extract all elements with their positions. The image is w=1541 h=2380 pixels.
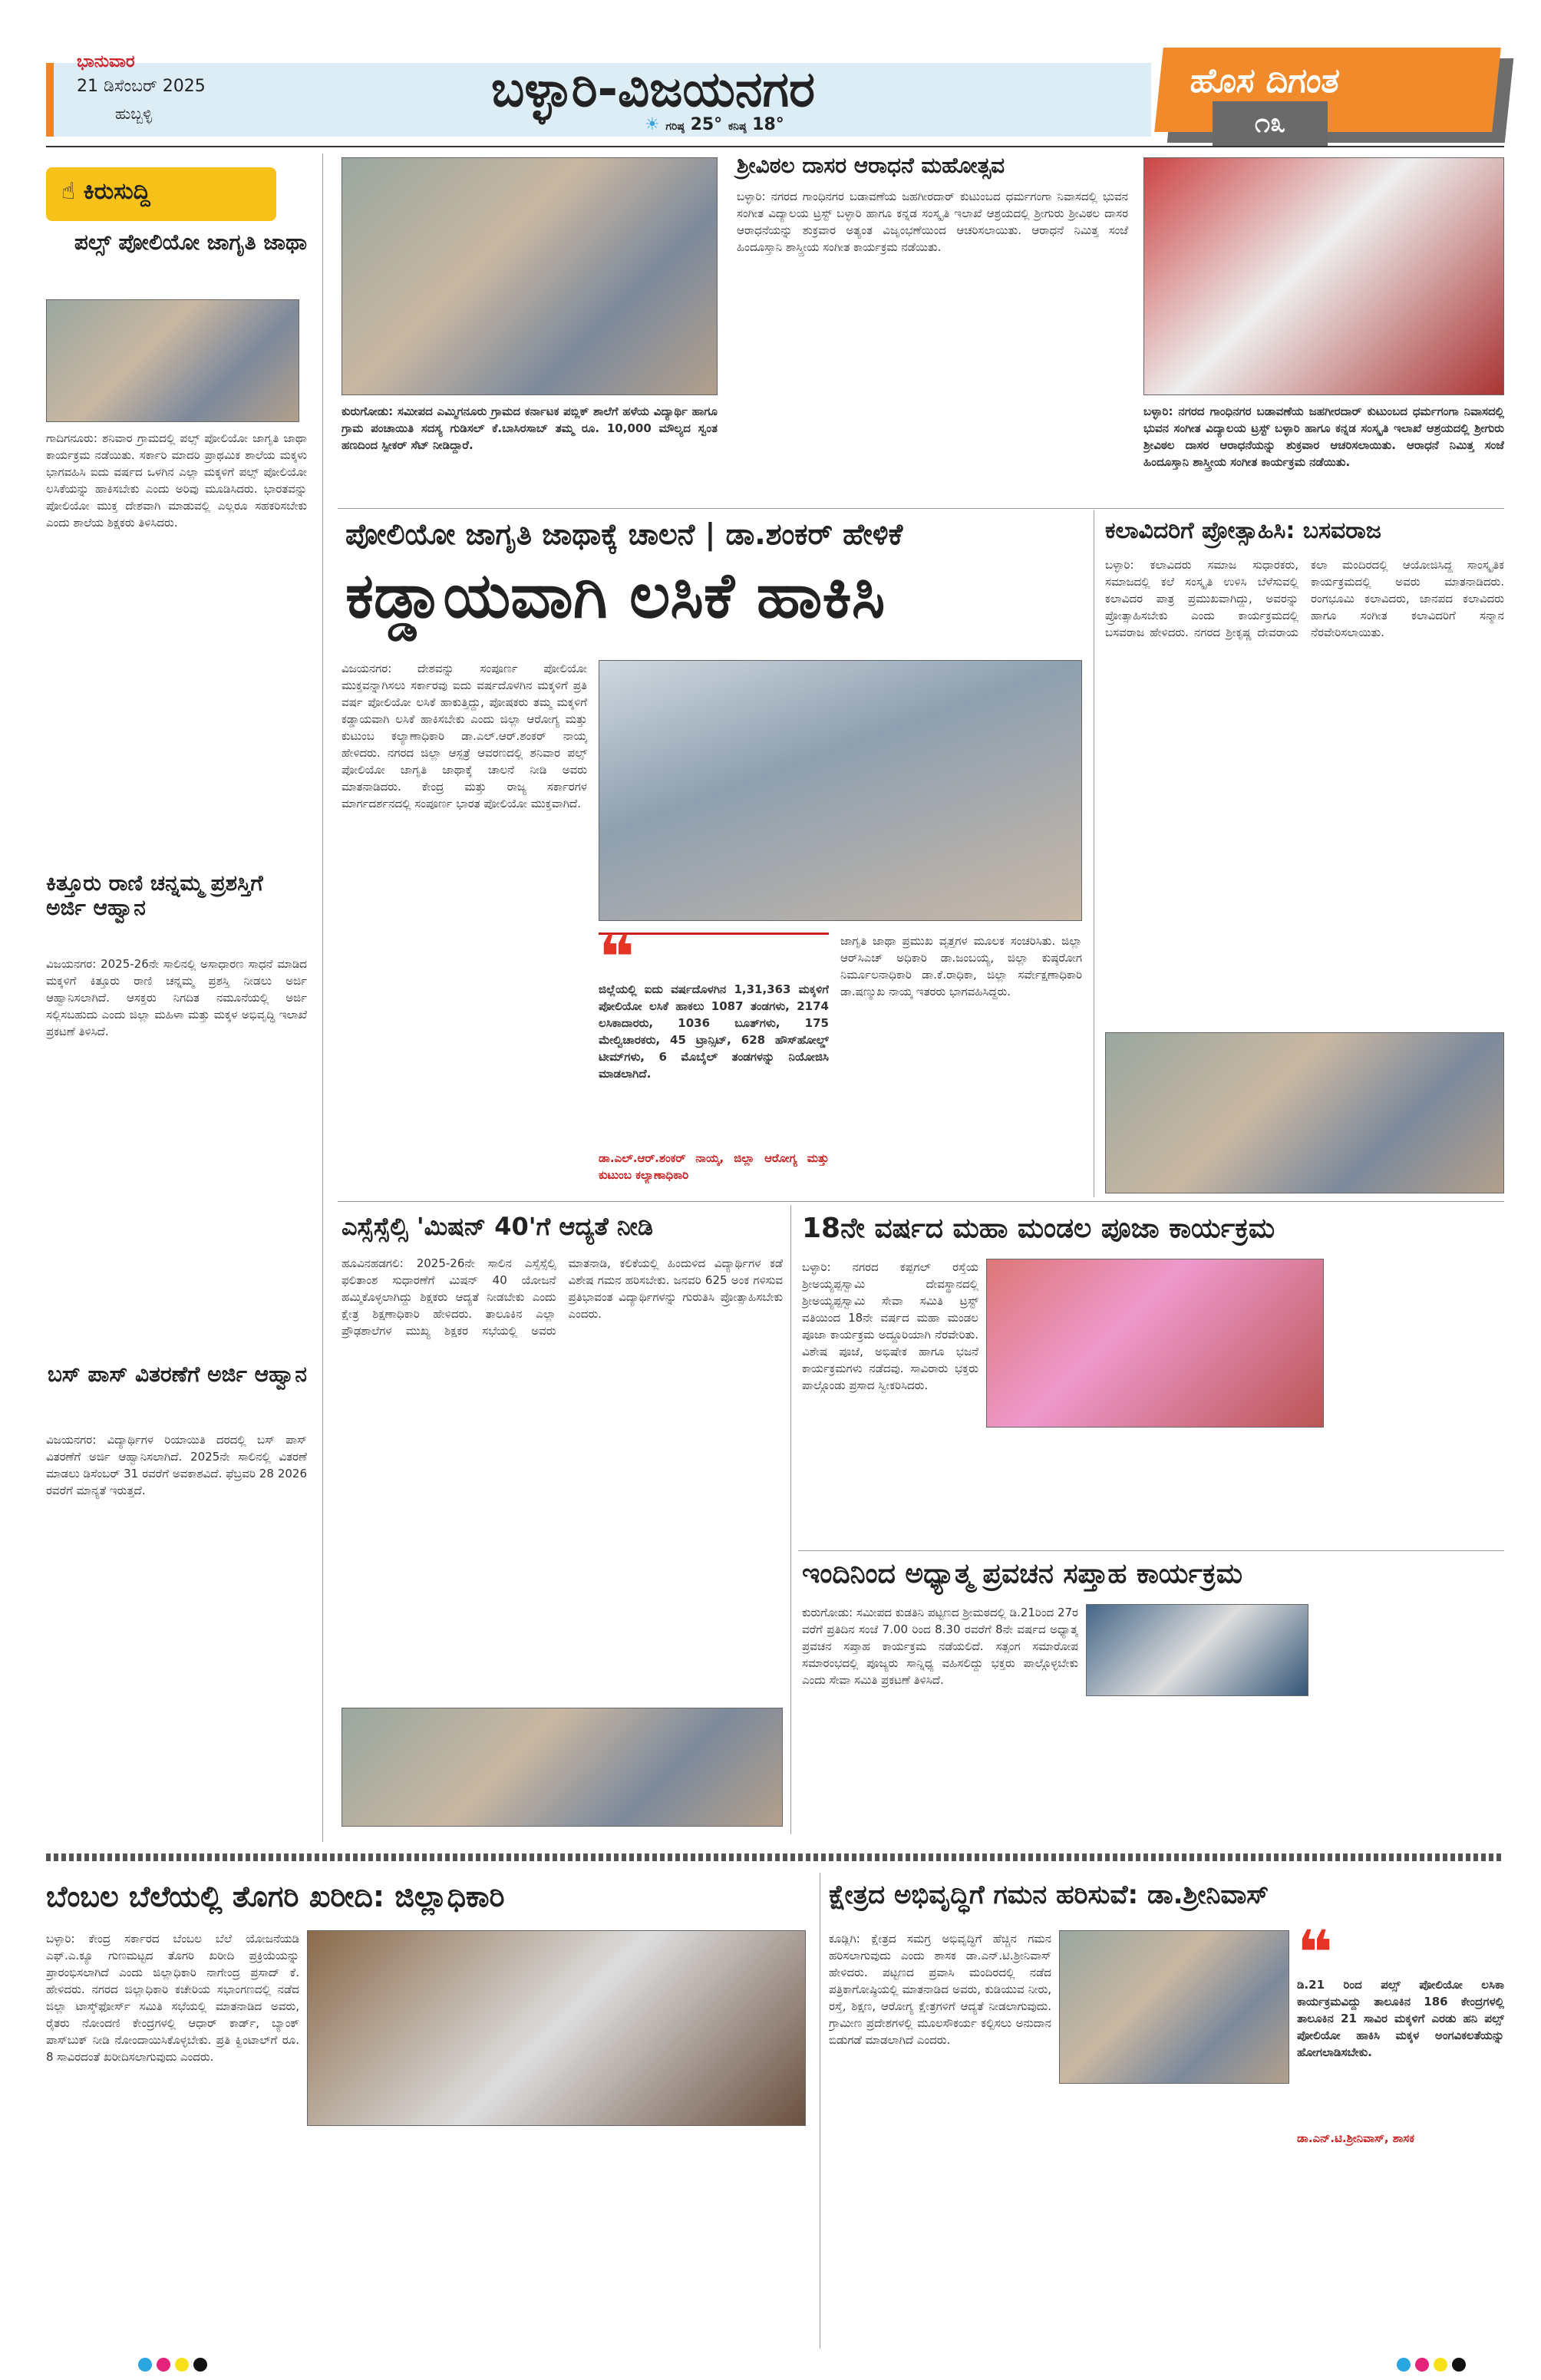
article-title: ಪಲ್ಸ್ ಪೋಲಿಯೋ ಜಾಗೃತಿ ಜಾಥಾ: [74, 229, 307, 255]
photo-polio-jatha: [599, 660, 1082, 921]
article-kicker: ಪೋಲಿಯೋ ಜಾಗೃತಿ ಜಾಥಾಕ್ಕೆ ಚಾಲನೆ | ಡಾ.ಶಂಕರ್ ಹೇಳಿಕೆ: [345, 517, 903, 551]
article-text: ವಿಜಯನಗರ: ವಿದ್ಯಾರ್ಥಿಗಳ ರಿಯಾಯಿತಿ ದರದಲ್ಲಿ ಬಸ್ ಪಾಸ್ ವಿತರಣೆಗೆ ಅರ್ಜಿ ಆಹ್ವಾನಿಸಲಾಗಿದೆ. 2025ನೇ ಸಾಲಿನಲ್ಲಿ ವಿತರಣೆ ಮಾಡಲು ಡಿಸೆಂಬರ್ 31 ರವರೆಗೆ ಅವಕಾಶವಿದೆ. ಫೆಬ್ರವರಿ 28 2026 ರವರೆಗೆ ಮಾನ್ಯತೆ ಇರುತ್ತದೆ.: [46, 1433, 307, 1497]
article-title: ಇಂದಿನಿಂದ ಅಧ್ಯಾತ್ಮ ಪ್ರವಚನ ಸಪ್ತಾಹ ಕಾರ್ಯಕ್ರಮ: [802, 1558, 1242, 1589]
photo-pravachana: [1086, 1604, 1308, 1696]
photo-artists-felicitation: [1105, 1032, 1504, 1193]
quote-box: [1297, 1917, 1504, 2160]
quote-attribution: ಡಾ.ಎಲ್.ಆರ್.ಶಂಕರ್ ನಾಯ್ಕ, ಜಿಲ್ಲಾ ಆರೋಗ್ಯ ಮತ್ತು ಕುಟುಂಬ ಕಲ್ಯಾಣಾಧಿಕಾರಿ: [599, 1151, 829, 1182]
sun-cloud-icon: ☀: [645, 115, 666, 134]
quote-box: [599, 922, 829, 1186]
article-text: ಗಾದಿಗನೂರು: ಶನಿವಾರ ಗ್ರಾಮದಲ್ಲಿ ಪಲ್ಸ್ ಪೋಲಿಯೋ ಜಾಗೃತಿ ಜಾಥಾ ಕಾರ್ಯಕ್ರಮ ನಡೆಯಿತು. ಸರ್ಕಾರಿ ಮಾದರಿ ಪ್ರಾಥಮಿಕ ಶಾಲೆಯ ಮಕ್ಕಳು ಭಾಗವಹಿಸಿ ಐದು ವರ್ಷದ ಒಳಗಿನ ಎಲ್ಲಾ ಮಕ್ಕಳಿಗೆ ಪಲ್ಸ್ ಪೋಲಿಯೋ ಲಸಿಕೆಯನ್ನು ಹಾಕಿಸಬೇಕು ಎಂದು ಅರಿವು ಮೂಡಿಸಿದರು. ಭಾರತವನ್ನು ಪೋಲಿಯೋ ಮುಕ್ತ ದೇಶವಾಗಿ ಮಾಡುವಲ್ಲಿ ಎಲ್ಲರೂ ಸಹಕರಿಸಬೇಕು ಎಂದು ಶಾಲೆಯ ಶಿಕ್ಷಕರು ತಿಳಿಸಿದರು.: [46, 431, 307, 530]
row-divider: [338, 508, 1504, 509]
masthead: ಬಳ್ಳಾರಿ-ವಿಜಯನಗರ: [491, 61, 815, 118]
header-date: 21 ಡಿಸೆಂಬರ್ 2025: [77, 77, 206, 96]
section-strip: [46, 1853, 1504, 1861]
article-title: ಬಸ್ ಪಾಸ್ ವಿತರಣೆಗೆ ಅರ್ಜಿ ಆಹ್ವಾನ: [47, 1362, 307, 1387]
column-divider: [322, 153, 323, 1842]
photo-task-force-meeting: [307, 1930, 806, 2126]
article-title: ಶ್ರೀವಿಠಲ ದಾಸರ ಆರಾಧನೆ ಮಹೋತ್ಸವ: [737, 153, 1005, 178]
weather: ☀ ಗರಿಷ್ಠ 25° ಕನಿಷ್ಠ 18°: [645, 115, 784, 134]
header-day: ಭಾನುವಾರ: [77, 52, 135, 71]
article-text: ವಿಜಯನಗರ: ದೇಶವನ್ನು ಸಂಪೂರ್ಣ ಪೋಲಿಯೋ ಮುಕ್ತವನ್ನಾಗಿಸಲು ಸರ್ಕಾರವು ಐದು ವರ್ಷದೊಳಗಿನ ಮಕ್ಕಳಿಗೆ ಪ್ರತಿ ವರ್ಷ ಪೋಲಿಯೋ ಲಸಿಕೆ ಹಾಕುತ್ತಿದ್ದು, ಪೋಷಕರು ತಮ್ಮ ಮಕ್ಕಳಿಗೆ ಕಡ್ಡಾಯವಾಗಿ ಲಸಿಕೆ ಹಾಕಿಸಬೇಕು ಎಂದು ಜಿಲ್ಲಾ ಆರೋಗ್ಯ ಮತ್ತು ಕುಟುಂಬ ಕಲ್ಯಾಣಾಧಿಕಾರಿ ಡಾ.ಎಲ್.ಆರ್.ಶಂಕರ್ ನಾಯ್ಕ ಹೇಳಿದರು. ನಗರದ ಜಿಲ್ಲಾ ಆಸ್ಪತ್ರೆ ಆವರಣದಲ್ಲಿ ಶನಿವಾರ ಪಲ್ಸ್ ಪೋಲಿಯೋ ಜಾಗೃತಿ ಜಾಥಾಕ್ಕೆ ಚಾಲನೆ ನೀಡಿ ಅವರು ಮಾತನಾಡಿದರು. ಕೇಂದ್ರ ಮತ್ತು ರಾಜ್ಯ ಸರ್ಕಾರಗಳ ಮಾರ್ಗದರ್ಶನದಲ್ಲಿ ಸಂಪೂರ್ಣ ಭಾರತ ಪೋಲಿಯೋ ಮುಕ್ತವಾಗಿದೆ.: [342, 662, 587, 810]
article-title: ಕಿತ್ತೂರು ರಾಣಿ ಚನ್ನಮ್ಮ ಪ್ರಶಸ್ತಿಗೆ ಅರ್ಜಿ ಆಹ್ವಾನ: [46, 870, 263, 921]
article-text: ಜಾಗೃತಿ ಜಾಥಾ ಪ್ರಮುಖ ವೃತ್ತಗಳ ಮೂಲಕ ಸಂಚರಿಸಿತು. ಜಿಲ್ಲಾ ಆರ್‌ಸಿಎಚ್ ಅಧಿಕಾರಿ ಡಾ.ಜಂಬಯ್ಯ, ಜಿಲ್ಲಾ ಕುಷ್ಠರೋಗ ನಿರ್ಮೂಲನಾಧಿಕಾರಿ ಡಾ.ಕೆ.ರಾಧಿಕಾ, ಜಿಲ್ಲಾ ಸರ್ವೇಕ್ಷಣಾಧಿಕಾರಿ ಡಾ.ಷಣ್ಮುಖ ನಾಯ್ಕ ಇತರರು ಭಾಗವಹಿಸಿದ್ದರು.: [840, 934, 1082, 999]
quote-attribution: ಡಾ.ಎನ್.ಟಿ.ಶ್ರೀನಿವಾಸ್, ಶಾಸಕ: [1297, 2131, 1415, 2145]
article-title: ಕಲಾವಿದರಿಗೆ ಪ್ರೋತ್ಸಾಹಿಸಿ: ಬಸವರಾಜ: [1105, 517, 1381, 544]
row-divider: [338, 1201, 1504, 1202]
column-divider: [790, 1205, 791, 1834]
quote-mark-icon: ❝: [599, 922, 635, 993]
photo-music-concert: [1143, 157, 1504, 395]
article-text: ಬಳ್ಳಾರಿ: ಕೇಂದ್ರ ಸರ್ಕಾರದ ಬೆಂಬಲ ಬೆಲೆ ಯೋಜನೆಯಡಿ ಎಫ್.ಎ.ಕ್ಯೂ ಗುಣಮಟ್ಟದ ತೊಗರಿ ಖರೀದಿ ಪ್ರಕ್ರಿಯೆಯನ್ನು ಪ್ರಾರಂಭಿಸಲಾಗಿದೆ ಎಂದು ಜಿಲ್ಲಾಧಿಕಾರಿ ನಾಗೇಂದ್ರ ಪ್ರಸಾದ್ ಕೆ. ಹೇಳಿದರು. ನಗರದ ಜಿಲ್ಲಾಧಿಕಾರಿ ಕಚೇರಿಯ ಸಭಾಂಗಣದಲ್ಲಿ ನಡೆದ ಜಿಲ್ಲಾ ಟಾಸ್ಕ್‌ಫೋರ್ಸ್ ಸಮಿತಿ ಸಭೆಯಲ್ಲಿ ಮಾತನಾಡಿದ ಅವರು, ರೈತರು ನೋಂದಣಿ ಕೇಂದ್ರಗಳಲ್ಲಿ ಆಧಾರ್ ಕಾರ್ಡ್, ಬ್ಯಾಂಕ್ ಪಾಸ್‌ಬುಕ್ ನೀಡಿ ನೋಂದಾಯಿಸಿಕೊಳ್ಳಬೇಕು. ಪ್ರತಿ ಕ್ವಿಂಟಾಲ್‌ಗೆ ರೂ. 8 ಸಾವಿರದಂತೆ ಖರೀದಿಸಲಾಗುವುದು ಎಂದರು.: [46, 1932, 299, 2064]
photo-caption: ಕುರುಗೋಡು: ಸಮೀಪದ ಎಮ್ಮಿಗನೂರು ಗ್ರಾಮದ ಕರ್ನಾಟಕ ಪಬ್ಲಿಕ್ ಶಾಲೆಗೆ ಹಳೆಯ ವಿದ್ಯಾರ್ಥಿ ಹಾಗೂ ಗ್ರಾಮ ಪಂಚಾಯಿತಿ ಸದಸ್ಯ ಗುಡಿಸಲ್ ಕೆ.ಬಾಸಿರಸಾಬ್ ತಮ್ಮ ರೂ. 10,000 ಮೌಲ್ಯದ ಸ್ವಂತ ಹಣದಿಂದ ಸ್ಪೀಕರ್ ಸೆಟ್ ನೀಡಿದ್ದಾರೆ.: [342, 404, 718, 452]
article-text: ಬಳ್ಳಾರಿ: ನಗರದ ಗಾಂಧಿನಗರ ಬಡಾವಣೆಯ ಜಹಗೀರದಾರ್ ಕುಟುಂಬದ ಧರ್ಮಗಂಗಾ ನಿವಾಸದಲ್ಲಿ ಭುವನ ಸಂಗೀತ ವಿದ್ಯಾಲಯ ಟ್ರಸ್ಟ್ ಬಳ್ಳಾರಿ ಹಾಗೂ ಕನ್ನಡ ಸಂಸ್ಕೃತಿ ಇಲಾಖೆ ಆಶ್ರಯದಲ್ಲಿ ಶ್ರೀಗುರು ಶ್ರೀವಿಠಲ ದಾಸರ ಆರಾಧನೆಯನ್ನು ಶುಕ್ರವಾರ ಅತ್ಯಂತ ವಿಜೃಂಭಣೆಯಿಂದ ಆಚರಿಸಲಾಯಿತು. ಆರಾಧನೆ ನಿಮಿತ್ತ ಸಂಜೆ ಹಿಂದೂಸ್ತಾನಿ ಶಾಸ್ತ್ರೀಯ ಸಂಗೀತ ಕಾರ್ಯಕ್ರಮ ನಡೆಯಿತು.: [737, 190, 1128, 254]
row-divider: [798, 1550, 1504, 1551]
article-text: ಕುರುಗೋಡು: ಸಮೀಪದ ಕುಡತಿನಿ ಪಟ್ಟಣದ ಶ್ರೀಮಠದಲ್ಲಿ ಡಿ.21ರಿಂದ 27ರ ವರೆಗೆ ಪ್ರತಿದಿನ ಸಂಜೆ 7.00 ರಿಂದ 8.30 ರವರೆಗೆ 8ನೇ ವರ್ಷದ ಅಧ್ಯಾತ್ಮ ಪ್ರವಚನ ಸಪ್ತಾಹ ಕಾರ್ಯಕ್ರಮ ನಡೆಯಲಿದೆ. ಸತ್ಸಂಗ ಸಮಾರೋಪ ಸಮಾರಂಭದಲ್ಲಿ ಪೂಜ್ಯರು ಸಾನ್ನಿಧ್ಯ ವಹಿಸಲಿದ್ದು ಭಕ್ತರು ಪಾಲ್ಗೊಳ್ಳಬೇಕು ಎಂದು ಸೇವಾ ಸಮಿತಿ ಪ್ರಕಟಣೆ ತಿಳಿಸಿದೆ.: [802, 1606, 1078, 1687]
photo-polio-rally: [46, 299, 299, 422]
photo-mandala-pooja: [986, 1259, 1324, 1428]
article-text: ಬಳ್ಳಾರಿ: ನಗರದ ಕಪ್ಪಗಲ್ ರಸ್ತೆಯ ಶ್ರೀಅಯ್ಯಪ್ಪಸ್ವಾಮಿ ದೇವಸ್ಥಾನದಲ್ಲಿ ಶ್ರೀಅಯ್ಯಪ್ಪಸ್ವಾಮಿ ಸೇವಾ ಸಮಿತಿ ಟ್ರಸ್ಟ್ ವತಿಯಿಂದ 18ನೇ ವರ್ಷದ ಮಹಾ ಮಂಡಲ ಪೂಜಾ ಕಾರ್ಯಕ್ರಮ ಅದ್ದೂರಿಯಾಗಿ ನೆರವೇರಿತು. ವಿಶೇಷ ಪೂಜೆ, ಅಭಿಷೇಕ ಹಾಗೂ ಭಜನೆ ಕಾರ್ಯಕ್ರಮಗಳು ನಡೆದವು. ಸಾವಿರಾರು ಭಕ್ತರು ಪಾಲ್ಗೊಂಡು ಪ್ರಸಾದ ಸ್ವೀಕರಿಸಿದರು.: [802, 1260, 978, 1392]
article-text: ವಿಜಯನಗರ: 2025-26ನೇ ಸಾಲಿನಲ್ಲಿ ಅಸಾಧಾರಣ ಸಾಧನೆ ಮಾಡಿದ ಮಕ್ಕಳಿಗೆ ಕಿತ್ತೂರು ರಾಣಿ ಚನ್ನಮ್ಮ ಪ್ರಶಸ್ತಿ ನೀಡಲು ಅರ್ಜಿ ಆಹ್ವಾನಿಸಲಾಗಿದೆ. ಆಸಕ್ತರು ನಿಗದಿತ ನಮೂನೆಯಲ್ಲಿ ಅರ್ಜಿ ಸಲ್ಲಿಸಬಹುದು ಎಂದು ಜಿಲ್ಲಾ ಮಹಿಳಾ ಮತ್ತು ಮಕ್ಕಳ ಅಭಿವೃದ್ಧಿ ಇಲಾಖೆ ಪ್ರಕಟಣೆ ತಿಳಿಸಿದೆ.: [46, 957, 307, 1038]
header-city: ಹುಬ್ಬಳ್ಳಿ: [115, 104, 153, 123]
photo-donation: [342, 157, 718, 395]
hand-icon: ☝: [61, 178, 84, 205]
quote-text: ಡಿ.21 ರಿಂದ ಪಲ್ಸ್ ಪೋಲಿಯೋ ಲಸಿಕಾ ಕಾರ್ಯಕ್ರಮವಿದ್ದು ತಾಲೂಕಿನ 186 ಕೇಂದ್ರಗಳಲ್ಲಿ ತಾಲೂಕಿನ 21 ಸಾವಿರ ಮಕ್ಕಳಿಗೆ ಎರಡು ಹನಿ ಪಲ್ಸ್ ಪೋಲಿಯೋ ಹಾಕಿಸಿ ಮಕ್ಕಳ ಅಂಗವಿಕಲತೆಯನ್ನು ಹೋಗಲಾಡಿಸಬೇಕು.: [1297, 1978, 1504, 2059]
header-rule: [46, 146, 1504, 147]
photo-meeting: [342, 1708, 783, 1827]
quote-mark-icon: ❝: [1297, 1917, 1333, 1989]
photo-caption: ಬಳ್ಳಾರಿ: ನಗರದ ಗಾಂಧಿನಗರ ಬಡಾವಣೆಯ ಜಹಗೀರದಾರ್ ಕುಟುಂಬದ ಧರ್ಮಗಂಗಾ ನಿವಾಸದಲ್ಲಿ ಭುವನ ಸಂಗೀತ ವಿದ್ಯಾಲಯ ಟ್ರಸ್ಟ್ ಬಳ್ಳಾರಿ ಹಾಗೂ ಕನ್ನಡ ಸಂಸ್ಕೃತಿ ಇಲಾಖೆ ಆಶ್ರಯದಲ್ಲಿ ಶ್ರೀಗುರು ಶ್ರೀವಿಠಲ ದಾಸರ ಆರಾಧನೆಯನ್ನು ಶುಕ್ರವಾರ ಆಚರಿಸಲಾಯಿತು. ಆರಾಧನೆ ನಿಮಿತ್ತ ಸಂಜೆ ಹಿಂದೂಸ್ತಾನಿ ಶಾಸ್ತ್ರೀಯ ಸಂಗೀತ ಕಾರ್ಯಕ್ರಮ ನಡೆಯಿತು.: [1143, 404, 1504, 469]
article-text: ಬಳ್ಳಾರಿ: ಕಲಾವಿದರು ಸಮಾಜ ಸುಧಾರಕರು, ಸಮಾಜದಲ್ಲಿ ಕಲೆ ಸಂಸ್ಕೃತಿ ಉಳಿಸಿ ಬೆಳೆಸುವಲ್ಲಿ ಕಲಾವಿದರ ಪಾತ್ರ ಪ್ರಮುಖವಾಗಿದ್ದು, ಅವರನ್ನು ಪ್ರೋತ್ಸಾಹಿಸಬೇಕು ಎಂದು ಕಾರ್ಯಕ್ರಮದಲ್ಲಿ ಬಸವರಾಜ ಹೇಳಿದರು. ನಗರದ ಶ್ರೀಕೃಷ್ಣ ದೇವರಾಯ ಕಲಾ ಮಂದಿರದಲ್ಲಿ ಆಯೋಜಿಸಿದ್ದ ಸಾಂಸ್ಕೃತಿಕ ಕಾರ್ಯಕ್ರಮದಲ್ಲಿ ಅವರು ಮಾತನಾಡಿದರು. ರಂಗಭೂಮಿ ಕಲಾವಿದರು, ಜಾನಪದ ಕಲಾವಿದರು ಹಾಗೂ ಸಂಗೀತ ಕಲಾವಿದರಿಗೆ ಸನ್ಮಾನ ನೆರವೇರಿಸಲಾಯಿತು.: [1105, 558, 1504, 639]
registration-marks: [138, 2358, 212, 2375]
section-badge: ☝ ಕಿರುಸುದ್ದಿ: [46, 167, 276, 221]
article-title: ಕ್ಷೇತ್ರದ ಅಭಿವೃದ್ಧಿಗೆ ಗಮನ ಹರಿಸುವೆ: ಡಾ.ಶ್ರೀನಿವಾಸ್: [829, 1880, 1269, 1910]
article-text: ಕೂಡ್ಲಿಗಿ: ಕ್ಷೇತ್ರದ ಸಮಗ್ರ ಅಭಿವೃದ್ಧಿಗೆ ಹೆಚ್ಚಿನ ಗಮನ ಹರಿಸಲಾಗುವುದು ಎಂದು ಶಾಸಕ ಡಾ.ಎನ್.ಟಿ.ಶ್ರೀನಿವಾಸ್ ಹೇಳಿದರು. ಪಟ್ಟಣದ ಪ್ರವಾಸಿ ಮಂದಿರದಲ್ಲಿ ನಡೆದ ಪತ್ರಿಕಾಗೋಷ್ಠಿಯಲ್ಲಿ ಮಾತನಾಡಿದ ಅವರು, ಕುಡಿಯುವ ನೀರು, ರಸ್ತೆ, ಶಿಕ್ಷಣ, ಆರೋಗ್ಯ ಕ್ಷೇತ್ರಗಳಿಗೆ ಆದ್ಯತೆ ನೀಡಲಾಗುವುದು. ಗ್ರಾಮೀಣ ಪ್ರದೇಶಗಳಲ್ಲಿ ಮೂಲಸೌಕರ್ಯ ಕಲ್ಪಿಸಲು ಅನುದಾನ ಬಿಡುಗಡೆ ಮಾಡಲಾಗಿದೆ ಎಂದರು.: [829, 1932, 1051, 2047]
page-number: ೧೩: [1213, 101, 1328, 146]
article-text: ಹೂವಿನಹಡಗಲಿ: 2025-26ನೇ ಸಾಲಿನ ಎಸ್ಸೆಸ್ಸೆಲ್ಸಿ ಫಲಿತಾಂಶ ಸುಧಾರಣೆಗೆ ಮಿಷನ್ 40 ಯೋಜನೆ ಹಮ್ಮಿಕೊಳ್ಳಲಾಗಿದ್ದು ಶಿಕ್ಷಕರು ಆದ್ಯತೆ ನೀಡಬೇಕು ಎಂದು ಕ್ಷೇತ್ರ ಶಿಕ್ಷಣಾಧಿಕಾರಿ ಹೇಳಿದರು. ತಾಲೂಕಿನ ಎಲ್ಲಾ ಪ್ರೌಢಶಾಲೆಗಳ ಮುಖ್ಯ ಶಿಕ್ಷಕರ ಸಭೆಯಲ್ಲಿ ಅವರು ಮಾತನಾಡಿ, ಕಲಿಕೆಯಲ್ಲಿ ಹಿಂದುಳಿದ ವಿದ್ಯಾರ್ಥಿಗಳ ಕಡೆ ವಿಶೇಷ ಗಮನ ಹರಿಸಬೇಕು. ಜನವರಿ 625 ಅಂಕ ಗಳಿಸುವ ಪ್ರತಿಭಾವಂತ ವಿದ್ಯಾರ್ಥಿಗಳನ್ನು ಗುರುತಿಸಿ ಪ್ರೋತ್ಸಾಹಿಸಬೇಕು ಎಂದರು.: [342, 1256, 783, 1338]
article-title: ಎಸ್ಸೆಸ್ಸೆಲ್ಸಿ 'ಮಿಷನ್ 40'ಗೆ ಆದ್ಯತೆ ನೀಡಿ: [342, 1212, 654, 1241]
quote-text: ಜಿಲ್ಲೆಯಲ್ಲಿ ಐದು ವರ್ಷದೊಳಗಿನ 1,31,363 ಮಕ್ಕಳಿಗೆ ಪೋಲಿಯೋ ಲಸಿಕೆ ಹಾಕಲು 1087 ತಂಡಗಳು, 2174 ಲಸಿಕಾದಾರರು, 1036 ಬೂತ್‌ಗಳು, 175 ಮೇಲ್ವಿಚಾರಕರು, 45 ಟ್ರಾನ್ಸಿಟ್, 628 ಹೌಸ್‌ಹೋಲ್ಡ್ ಟೀಮ್‌ಗಳು, 6 ಮೊಬೈಲ್ ತಂಡಗಳನ್ನು ನಿಯೋಜಿಸಿ ಮಾಡಲಾಗಿದೆ.: [599, 982, 829, 1081]
registration-marks: [1397, 2358, 1470, 2375]
article-title: ಬೆಂಬಲ ಬೆಲೆಯಲ್ಲಿ ತೊಗರಿ ಖರೀದಿ: ಜಿಲ್ಲಾಧಿಕಾರಿ: [46, 1880, 505, 1913]
article-title: 18ನೇ ವರ್ಷದ ಮಹಾ ಮಂಡಲ ಪೂಜಾ ಕಾರ್ಯಕ್ರಮ: [802, 1213, 1275, 1244]
newspaper-logo: ಹೊಸ ದಿಗಂತ: [1154, 48, 1501, 132]
photo-press-meet: [1059, 1930, 1289, 2084]
main-headline: ಕಡ್ಡಾಯವಾಗಿ ಲಸಿಕೆ ಹಾಕಿಸಿ: [345, 560, 886, 632]
